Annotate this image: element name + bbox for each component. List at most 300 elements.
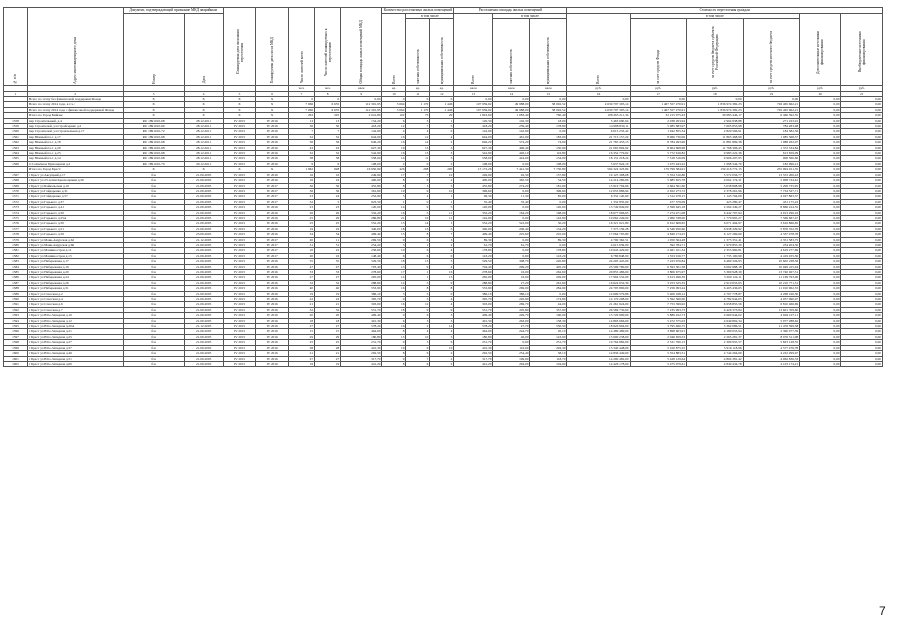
value-cell: IV 2016	[256, 178, 289, 183]
value-cell: 16	[315, 253, 341, 258]
value-cell: 0,00	[493, 215, 530, 220]
value-cell: RU 1891010-70	[123, 161, 184, 166]
value-cell: 35	[288, 259, 314, 264]
value-cell: 21.09.2005	[184, 318, 223, 323]
header-n: № п/п	[4, 8, 28, 86]
address-cell: г Брест ул Набережная д.20	[27, 270, 123, 275]
value-cell: 1 170	[406, 107, 430, 112]
column-number-cell: 13	[454, 91, 493, 96]
value-cell: 3	[430, 156, 454, 161]
value-cell: 143,20	[530, 253, 567, 258]
value-cell: 2 353 960,81	[687, 248, 744, 253]
value-cell: 0,00	[800, 286, 841, 291]
value-cell: 16	[315, 178, 341, 183]
value-cell: 418,20	[454, 124, 493, 129]
value-cell: 47	[288, 264, 314, 269]
value-cell: 6 786 848,00	[567, 253, 630, 258]
value-cell: IV 2016	[256, 329, 289, 334]
value-cell: 6	[406, 178, 430, 183]
address-cell: г Брест ул Спасская д.4	[27, 297, 123, 302]
address-cell: г Брест ул Машиностроя д.11	[27, 248, 123, 253]
value-cell: 32	[315, 134, 341, 139]
value-cell: 5	[406, 291, 430, 296]
value-cell: 32	[315, 280, 341, 285]
column-number-cell: 7	[288, 91, 314, 96]
value-cell: 5	[406, 280, 430, 285]
value-cell: 21 065 804,92	[567, 145, 630, 150]
value-cell: 5	[382, 194, 406, 199]
value-cell: 18 677 996,63	[567, 210, 630, 215]
value-cell: б/н	[123, 210, 184, 215]
value-cell: 5 592 560,00	[630, 297, 687, 302]
value-cell: 32 215 075,63	[630, 113, 687, 118]
value-cell: 553,90	[454, 286, 493, 291]
value-cell: 0,00	[800, 345, 841, 350]
address-cell: пер Строительный, д.4	[27, 118, 123, 123]
value-cell: 396,60	[530, 188, 567, 193]
value-cell: 16	[382, 286, 406, 291]
value-cell: 0,00	[841, 313, 883, 318]
value-cell: IV 2015	[223, 156, 256, 161]
value-cell: 21.09.2005	[184, 215, 223, 220]
address-cell: г Брест ул Набережная д.19	[27, 264, 123, 269]
value-cell: 7 753 399,92	[630, 302, 687, 307]
value-cell: 0,00	[800, 210, 841, 215]
row-number-cell: 1559	[4, 124, 28, 129]
value-cell: 332,20	[341, 210, 382, 215]
value-cell: 5 876 352,76	[743, 226, 800, 231]
value-cell: 11 881 809,38	[687, 140, 744, 145]
value-cell: 36	[288, 124, 314, 129]
row-number-cell: 1570	[4, 188, 28, 193]
value-cell: 1 836 974 382,23	[687, 102, 744, 107]
value-cell: 18	[382, 259, 406, 264]
value-cell: 1 085 368,37	[743, 134, 800, 139]
value-cell: 249,90	[341, 172, 382, 177]
row-number-cell: 1587	[4, 280, 28, 285]
header-planned-resettlement: Планируемая дата окончания переселения	[223, 8, 256, 86]
value-cell: 244,70	[493, 329, 530, 334]
value-cell: 0,00	[841, 134, 883, 139]
value-cell: 24	[315, 194, 341, 199]
value-cell: 180,80	[341, 334, 382, 339]
column-number-cell: 3	[123, 91, 184, 96]
value-cell: 108 265 211,34	[567, 113, 630, 118]
value-cell: 552,20	[341, 221, 382, 226]
value-cell: 21.09.2005	[184, 361, 223, 366]
value-cell: 21	[288, 302, 314, 307]
value-cell: 21.09.2005	[184, 275, 223, 280]
value-cell: 21.09.2005	[184, 351, 223, 356]
value-cell: IV 2016	[256, 318, 289, 323]
header-unplanned: Внебюджетные источники финансирования	[841, 13, 883, 86]
column-number-cell: 20	[800, 91, 841, 96]
value-cell: 9	[382, 356, 406, 361]
value-cell: 142,90	[341, 129, 382, 134]
value-cell: б/н	[123, 307, 184, 312]
value-cell: 9	[382, 237, 406, 242]
value-cell: 20.12.2011	[184, 161, 223, 166]
value-cell: 6 469 326,93	[687, 259, 744, 264]
value-cell: 0,00	[800, 161, 841, 166]
unit-cell: руб.	[841, 86, 883, 91]
value-cell: IV 2015	[223, 205, 256, 210]
value-cell: IV 2015	[223, 151, 256, 156]
value-cell: 410,30	[454, 345, 493, 350]
address-cell: г Брест ул Юго-Западная д.60	[27, 361, 123, 366]
value-cell: X	[256, 97, 289, 102]
value-cell: 0,00	[841, 199, 883, 204]
value-cell: 4	[430, 248, 454, 253]
value-cell: IV 2016	[256, 275, 289, 280]
value-cell: 1 553 016,77	[630, 253, 687, 258]
value-cell: IV 2016	[256, 210, 289, 215]
row-number-cell: 1569	[4, 183, 28, 188]
address-cell: г Брест ул Юго-Западная д.20А	[27, 324, 123, 329]
value-cell: б/н	[123, 194, 184, 199]
table-row	[4, 361, 883, 366]
value-cell: 572,20	[493, 140, 530, 145]
value-cell: 6 332 120,60	[567, 194, 630, 199]
value-cell: 92,30	[493, 172, 530, 177]
value-cell: X	[184, 113, 223, 118]
value-cell: 0,00	[493, 205, 530, 210]
unit-cell: руб.	[687, 86, 744, 91]
address-cell: Всего по этапу без финансовой поддержки Фонда	[27, 97, 123, 102]
value-cell: 34	[315, 232, 341, 237]
value-cell: 5	[430, 226, 454, 231]
value-cell: б/н	[123, 242, 184, 247]
value-cell: 120,30	[454, 118, 493, 123]
value-cell: 21.09.2005	[184, 340, 223, 345]
value-cell: 112 391,95	[341, 102, 382, 107]
value-cell: 210,00	[530, 232, 567, 237]
value-cell: IV 2015	[223, 351, 256, 356]
value-cell: 22	[288, 297, 314, 302]
value-cell: 0,00	[800, 205, 841, 210]
resettlement-table	[3, 7, 883, 367]
value-cell: 11	[406, 156, 430, 161]
value-cell: 19 125 308,08	[567, 172, 630, 177]
row-number-cell: 1577	[4, 226, 28, 231]
value-cell: 9	[406, 188, 430, 193]
value-cell: 21.09.2005	[184, 248, 223, 253]
unit-cell: ед.	[406, 86, 430, 91]
value-cell: IV 2016	[256, 313, 289, 318]
value-cell: 5	[406, 297, 430, 302]
value-cell: IV 2015	[223, 140, 256, 145]
value-cell: IV 2015	[223, 232, 256, 237]
row-number-cell: 1595	[4, 324, 28, 329]
value-cell: 2 294 349,27	[687, 205, 744, 210]
value-cell: IV 2015	[223, 221, 256, 226]
row-number-cell: 1561	[4, 134, 28, 139]
value-cell: 5 354 883,31	[630, 351, 687, 356]
value-cell: 396,60	[454, 188, 493, 193]
value-cell: 27	[315, 275, 341, 280]
header-rooms-municipal: муниципальная собственность	[430, 19, 454, 86]
value-cell: 14	[382, 156, 406, 161]
value-cell: 2 351 583,75	[743, 237, 800, 242]
value-cell: 28.12.2011	[184, 151, 223, 156]
value-cell: 10	[430, 172, 454, 177]
value-cell: IV 2015	[223, 210, 256, 215]
value-cell: 784 283,98	[743, 124, 800, 129]
value-cell: 19	[288, 361, 314, 366]
value-cell: 249,70	[493, 313, 530, 318]
value-cell: 23 599 780,00	[567, 264, 630, 269]
value-cell: 10	[430, 345, 454, 350]
value-cell: 23.09.2005	[184, 232, 223, 237]
value-cell: 8 866 224,55	[743, 205, 800, 210]
value-cell: 395,70	[341, 297, 382, 302]
unit-cell: кв.м	[341, 86, 382, 91]
column-number-cell: 6	[256, 91, 289, 96]
value-cell: 16,00	[493, 275, 530, 280]
value-cell: 20	[288, 237, 314, 242]
value-cell: IV 2016	[256, 297, 289, 302]
value-cell: 7 274 471,08	[630, 210, 687, 215]
header-area-total: Всего	[454, 13, 493, 86]
value-cell: 3 795 460,75	[630, 324, 687, 329]
value-cell: 0,00	[841, 145, 883, 150]
header-cost-incl: в том числе	[630, 13, 800, 19]
value-cell: 0,00	[800, 334, 841, 339]
value-cell: 0	[430, 97, 454, 102]
value-cell: 0,00	[493, 188, 530, 193]
value-cell: 0,00	[841, 248, 883, 253]
address-cell: пер Южный пл-1 д.20	[27, 145, 123, 150]
value-cell: 142,90	[454, 215, 493, 220]
value-cell: RU 1891010-69	[123, 124, 184, 129]
value-cell: 400,00	[454, 178, 493, 183]
value-cell: 6 938 329,92	[687, 226, 744, 231]
value-cell: 4 057 990,07	[743, 297, 800, 302]
value-cell: 118,70	[530, 356, 567, 361]
value-cell: 16	[382, 151, 406, 156]
value-cell: 0,00	[841, 188, 883, 193]
column-number-cell: 9	[341, 91, 382, 96]
header-extra: Дополнительные источники финансирования	[800, 13, 841, 86]
value-cell: IV 2015	[223, 129, 256, 134]
value-cell: 22	[315, 248, 341, 253]
value-cell: 1	[430, 221, 454, 226]
value-cell: 2 904 938,88	[687, 118, 744, 123]
value-cell: 269,50	[341, 237, 382, 242]
value-cell: 21.09.2005	[184, 297, 223, 302]
value-cell: 1	[382, 199, 406, 204]
value-cell: 138,30	[530, 318, 567, 323]
value-cell: 9	[430, 280, 454, 285]
value-cell: 261,60	[530, 280, 567, 285]
value-cell: X	[223, 167, 256, 172]
value-cell: IV 2016	[256, 172, 289, 177]
value-cell: 4 103 174,21	[743, 361, 800, 366]
value-cell: 578,20	[341, 324, 382, 329]
registry-table-page	[3, 7, 883, 367]
value-cell: 21.12.2005	[184, 237, 223, 242]
value-cell: 27	[288, 356, 314, 361]
value-cell: 2	[430, 140, 454, 145]
address-cell: пер Строителей, ул.Строительная д.17	[27, 129, 123, 134]
address-cell: г Брест ул Спасская д.6	[27, 302, 123, 307]
value-cell: б/н	[123, 188, 184, 193]
value-cell: 3	[406, 183, 430, 188]
value-cell: 174,80	[530, 297, 567, 302]
value-cell: 3	[430, 151, 454, 156]
value-cell: IV 2015	[223, 280, 256, 285]
value-cell: 426	[382, 167, 406, 172]
value-cell: IV 2015	[223, 345, 256, 350]
value-cell: 5	[315, 199, 341, 204]
value-cell: 2 599 645,18	[630, 205, 687, 210]
value-cell: 21.09.2005	[184, 178, 223, 183]
value-cell: 26	[315, 210, 341, 215]
value-cell: 0,00	[530, 242, 567, 247]
value-cell: 0,00	[841, 345, 883, 350]
value-cell: 61,70	[493, 242, 530, 247]
value-cell: 1	[406, 270, 430, 275]
value-cell: IV 2015	[223, 329, 256, 334]
value-cell: 21.09.2005	[184, 194, 223, 199]
value-cell: 107 959,92	[454, 102, 493, 107]
value-cell: 464,00	[341, 329, 382, 334]
value-cell: 0,00	[841, 340, 883, 345]
value-cell: X	[123, 102, 184, 107]
value-cell: 6 403 436,65	[687, 286, 744, 291]
value-cell: 0,00	[800, 313, 841, 318]
value-cell: 0,00	[800, 253, 841, 258]
value-cell: 2 664 361,60	[630, 183, 687, 188]
value-cell: 32	[315, 151, 341, 156]
value-cell: 0,00	[800, 172, 841, 177]
value-cell: 1	[430, 194, 454, 199]
value-cell: 36	[315, 188, 341, 193]
value-cell: 5	[430, 205, 454, 210]
address-cell: г Брест ул Горького д.25А	[27, 215, 123, 220]
row-number-cell: 1584	[4, 264, 28, 269]
value-cell: 0	[406, 161, 430, 166]
value-cell: IV 2016	[256, 129, 289, 134]
value-cell: 0,00	[841, 183, 883, 188]
value-cell: X	[256, 167, 289, 172]
value-cell: 4 027 863,37	[743, 194, 800, 199]
table-body	[4, 97, 883, 367]
value-cell: 32	[288, 280, 314, 285]
value-cell: 231,70	[454, 340, 493, 345]
value-cell: 1 475 443,22	[630, 161, 687, 166]
value-cell: IV 2016	[256, 340, 289, 345]
value-cell: 529,50	[341, 259, 382, 264]
address-cell: г Брест ул Юго-Западная д.27	[27, 340, 123, 345]
value-cell: 102,30	[493, 118, 530, 123]
value-cell: 0,00	[800, 118, 841, 123]
value-cell: IV 2016	[256, 264, 289, 269]
value-cell: 410,30	[341, 345, 382, 350]
value-cell: 0,00	[800, 297, 841, 302]
value-cell: 0,00	[800, 318, 841, 323]
row-number-cell: 1578	[4, 232, 28, 237]
value-cell: 19	[315, 361, 341, 366]
value-cell: 2 390 077,39	[743, 329, 800, 334]
value-cell: IV 2015	[223, 242, 256, 247]
value-cell: 21.09.2005	[184, 205, 223, 210]
value-cell: 0,00	[800, 237, 841, 242]
value-cell: 0,00	[800, 140, 841, 145]
value-cell: 13	[382, 264, 406, 269]
value-cell: 4	[430, 302, 454, 307]
value-cell: IV 2015	[223, 124, 256, 129]
value-cell: 178,80	[454, 248, 493, 253]
value-cell: 16	[382, 210, 406, 215]
value-cell: 143,20	[454, 253, 493, 258]
value-cell: 386,10	[454, 291, 493, 296]
value-cell: 0,00	[841, 264, 883, 269]
value-cell: 13	[406, 259, 430, 264]
value-cell: 405,20	[530, 264, 567, 269]
column-number-cell: 10	[382, 91, 406, 96]
row-number-cell: 1585	[4, 270, 28, 275]
value-cell: 551,70	[341, 307, 382, 312]
value-cell: IV 2017	[256, 253, 289, 258]
value-cell: IV 2016	[256, 156, 289, 161]
row-number-cell: 1589	[4, 291, 28, 296]
value-cell: IV 2016	[256, 124, 289, 129]
value-cell: 0,00	[841, 205, 883, 210]
value-cell: IV 2015	[223, 161, 256, 166]
value-cell: 21	[315, 302, 341, 307]
value-cell: 4	[430, 134, 454, 139]
value-cell: 3 664	[382, 107, 406, 112]
value-cell: 11 169 793,00	[743, 275, 800, 280]
address-cell: г Брест ул Набережная д.17	[27, 259, 123, 264]
value-cell: 1 312 478,15	[630, 194, 687, 199]
value-cell: 1	[430, 199, 454, 204]
value-cell: 9 906 297,95	[687, 156, 744, 161]
row-number-cell: 1576	[4, 221, 28, 226]
value-cell: 199,00	[493, 356, 530, 361]
address-cell: Всего по этапу 2014 года, в т.ч.:	[27, 102, 123, 107]
value-cell: 2	[430, 161, 454, 166]
value-cell: 644,00	[454, 134, 493, 139]
value-cell: IV 2015	[223, 199, 256, 204]
value-cell: 220,90	[493, 297, 530, 302]
value-cell: 20	[288, 253, 314, 258]
value-cell: IV 2015	[223, 237, 256, 242]
value-cell: IV 2015	[223, 172, 256, 177]
value-cell: 1 050 364,28	[630, 237, 687, 242]
value-cell: 4 180 653,94	[687, 329, 744, 334]
value-cell: 5	[430, 259, 454, 264]
value-cell: 32	[288, 151, 314, 156]
value-cell: 0,00	[841, 302, 883, 307]
value-cell: 36	[315, 140, 341, 145]
value-cell: 3 616 866,65	[743, 221, 800, 226]
value-cell: 550,50	[530, 324, 567, 329]
value-cell: 13	[430, 275, 454, 280]
value-cell: 13	[315, 118, 341, 123]
value-cell: 6 635	[315, 107, 341, 112]
value-cell: 5	[406, 210, 430, 215]
unit-cell: руб.	[567, 86, 630, 91]
value-cell: 0,00	[841, 318, 883, 323]
value-cell: 11	[430, 210, 454, 215]
column-number-cell: 17	[630, 91, 687, 96]
value-cell: 1 373 351,41	[687, 237, 744, 242]
value-cell: б/н	[123, 291, 184, 296]
header-cost-total: Всего	[567, 13, 630, 86]
value-cell: 13 749 849,00	[567, 205, 630, 210]
